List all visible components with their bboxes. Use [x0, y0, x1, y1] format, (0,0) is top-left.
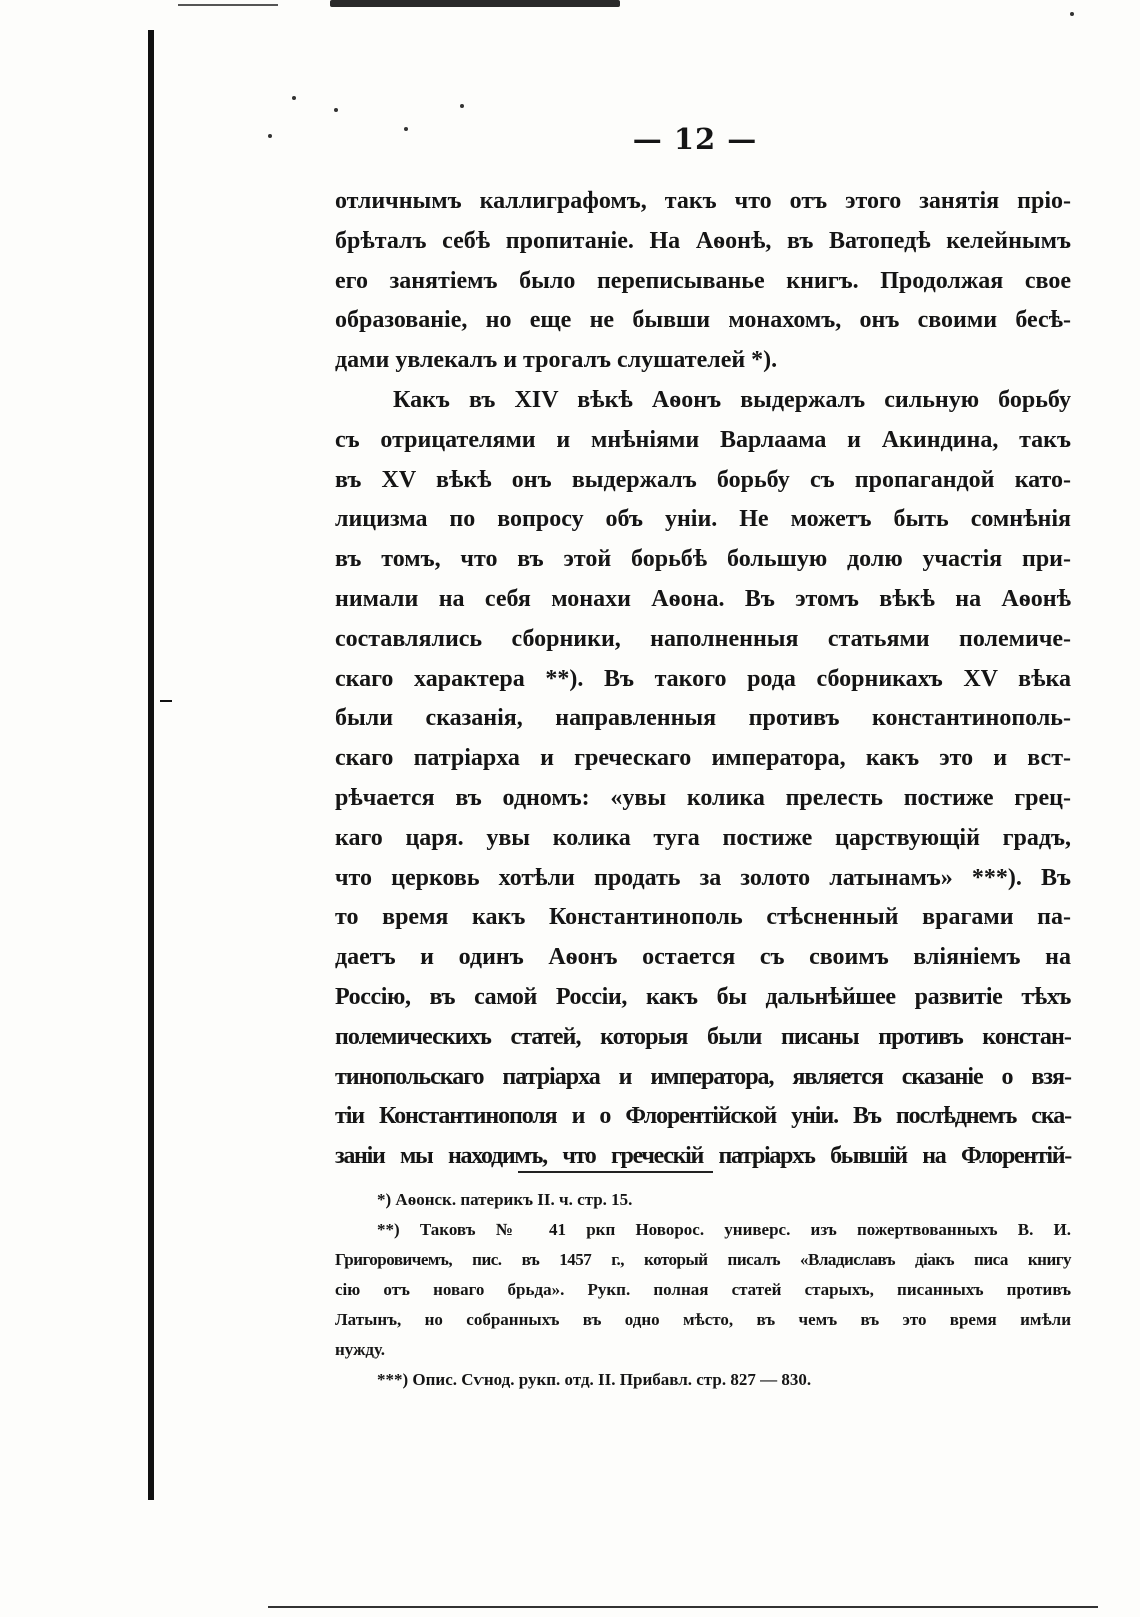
footnote-line: сію отъ новаго брьда». Рукп. полная статей старыхъ, писанныхъ противъ [335, 1280, 1071, 1299]
body-text [335, 182, 1071, 1177]
body-line: лицизма по вопросу объ уніи. Не можетъ быть сомнѣнія [335, 506, 1071, 533]
footnote-divider [518, 1171, 713, 1173]
footnotes [335, 1185, 1071, 1395]
scan-speck [460, 104, 464, 108]
footnote-line: Григоровичемъ, пис. въ 1457 г., который писалъ «Владиславъ діакъ писа книгу [335, 1250, 1071, 1269]
scan-speck [292, 96, 296, 100]
page-number: — 12 — [632, 122, 758, 156]
body-line: скаго патріарха и греческаго императора, какъ это и вст- [335, 745, 1071, 772]
scan-speck [334, 108, 338, 112]
footnote-line: нужду. [335, 1340, 386, 1359]
footnote-line: **) Таковъ № 41 ркп Новорос. универс. изъ пожертвованныхъ В. И. [377, 1220, 1071, 1239]
footnote-line: *) Аѳонск. патерикъ II. ч. стр. 15. [377, 1190, 633, 1209]
scan-artifact-top [330, 0, 620, 7]
body-line: тіи Константинополя и о Флорентійской уніи. Въ послѣднемъ ска- [335, 1103, 1071, 1130]
footnote-line: ***) Опис. Сѵнод. рукп. отд. II. Прибавл. стр. 827 — 830. [377, 1370, 812, 1389]
body-line: даетъ и одинъ Аѳонъ остается съ своимъ вліяніемъ на [335, 944, 1071, 971]
body-line: рѣчается въ одномъ: «увы колика прелесть постиже грец- [335, 784, 1071, 811]
body-line: заніи мы находимъ, что греческій патріархъ бывшій на Флорентій- [335, 1143, 1071, 1170]
footnote-line: Латынъ, но собранныхъ въ одно мѣсто, въ чемъ въ это время имѣли [335, 1310, 1071, 1329]
body-line: въ томъ, что въ этой борьбѣ большую долю участія при- [335, 546, 1071, 573]
body-line: скаго характера **). Въ такого рода сборникахъ XV вѣка [335, 665, 1071, 692]
body-line: отличнымъ каллиграфомъ, такъ что отъ этого занятія пріо- [335, 188, 1071, 214]
body-line: каго царя. увы колика туга постиже царствующій градъ, [335, 824, 1071, 851]
body-line: брѣталъ себѣ пропитаніе. На Аѳонѣ, въ Ватопедѣ келейнымъ [335, 227, 1071, 254]
binding-edge-tick [160, 700, 172, 702]
body-line: нимали на себя монахи Аѳона. Въ этомъ вѣкѣ на Аѳонѣ [335, 585, 1071, 612]
scan-artifact-bottom [268, 1606, 1098, 1608]
body-line: съ отрицателями и мнѣніями Варлаама и Акиндина, такъ [335, 426, 1071, 453]
body-line: его занятіемъ было переписыванье книгъ. Продолжая свое [335, 267, 1071, 294]
body-line: въ XV вѣкѣ онъ выдержалъ борьбу съ пропагандой като- [335, 466, 1071, 493]
body-line: образованіе, но еще не бывши монахомъ, онъ своими бесѣ- [335, 307, 1071, 334]
scan-speck [1070, 12, 1074, 16]
body-line: полемическихъ статей, которыя были писаны противъ констан- [335, 1023, 1071, 1050]
body-line: дами увлекалъ и трогалъ слушателей *). [335, 347, 778, 374]
body-line: были сказанія, направленныя противъ константинополь- [335, 705, 1071, 732]
body-line: что церковь хотѣли продать за золото латынамъ» ***). Въ [335, 864, 1071, 891]
body-line: Россію, въ самой Россіи, какъ бы дальнѣйшее развитіе тѣхъ [335, 983, 1071, 1010]
body-line: Какъ въ XIV вѣкѣ Аѳонъ выдержалъ сильную борьбу [393, 386, 1071, 413]
body-line: тинопольскаго патріарха и императора, является сказаніе о взя- [335, 1063, 1071, 1090]
binding-edge-line [148, 30, 154, 1500]
scan-artifact-top-left [178, 4, 278, 6]
body-line: то время какъ Константинополь стѣсненный врагами па- [335, 904, 1071, 931]
body-line: составлялись сборники, наполненныя статьями полемиче- [335, 625, 1071, 652]
